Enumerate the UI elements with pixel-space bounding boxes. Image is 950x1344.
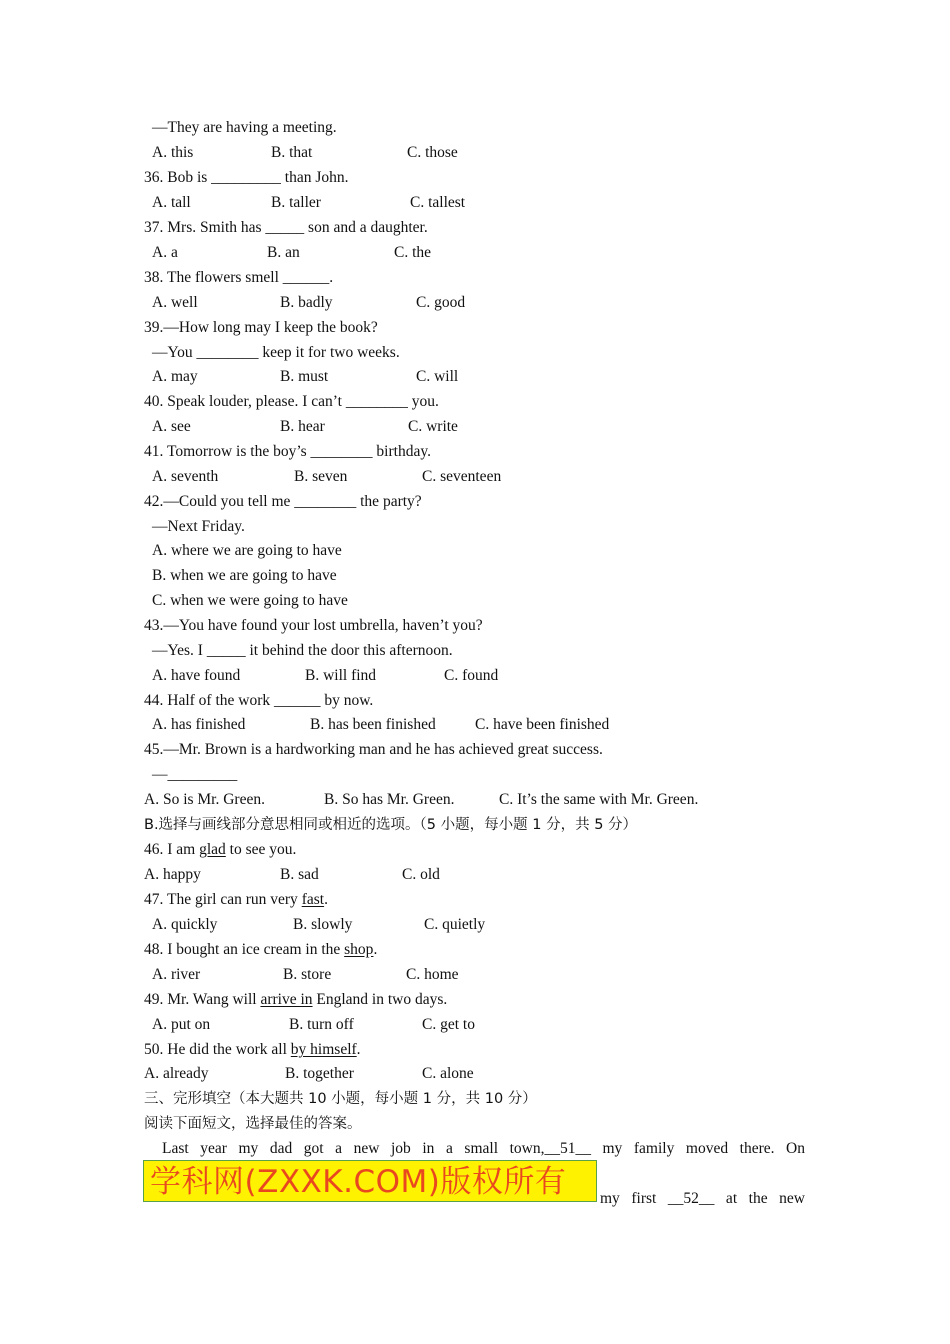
q42-option-b: B. when we are going to have xyxy=(152,567,337,584)
q42-option-a: A. where we are going to have xyxy=(152,542,342,559)
q50-option-b: B. together xyxy=(285,1065,354,1082)
section-b-heading: B.选择与画线部分意思相同或相近的选项。（5 小题，每小题 1 分，共 5 分） xyxy=(144,817,638,833)
q38-option-a: A. well xyxy=(152,294,198,311)
q39-answer-line: —You ________ keep it for two weeks. xyxy=(152,344,400,361)
q35-option-b: B. that xyxy=(271,144,313,161)
q47-underlined-word: fast xyxy=(301,891,325,908)
passage-line-2-tail: my first __52__ at the new xyxy=(600,1190,805,1207)
q45-answer-line: —_________ xyxy=(152,766,238,783)
q48-stem: 48. I bought an ice cream in the shop. xyxy=(144,941,378,958)
q48-option-a: A. river xyxy=(152,966,201,983)
q49-option-c: C. get to xyxy=(422,1016,475,1033)
q47-option-b: B. slowly xyxy=(293,916,353,933)
q43-option-b: B. will find xyxy=(305,667,377,684)
q49-underlined-phrase: arrive in xyxy=(260,991,313,1008)
q44-option-b: B. has been finished xyxy=(310,716,436,733)
q41-option-c: C. seventeen xyxy=(422,468,502,485)
q42-option-c: C. when we were going to have xyxy=(152,592,348,609)
q50-stem: 50. He did the work all by himself. xyxy=(144,1041,361,1058)
q46-underlined-word: glad xyxy=(199,841,226,858)
q36-option-b: B. taller xyxy=(271,194,321,211)
q50-option-a: A. already xyxy=(144,1065,209,1082)
q40-stem: 40. Speak louder, please. I can’t ________ you. xyxy=(144,393,439,410)
q40-option-a: A. see xyxy=(152,418,191,435)
q43-option-a: A. have found xyxy=(152,667,241,684)
q37-stem: 37. Mrs. Smith has _____ son and a daughter. xyxy=(144,219,428,236)
q38-option-c: C. good xyxy=(416,294,466,311)
q50-underlined-phrase: by himself xyxy=(290,1041,357,1058)
q36-option-c: C. tallest xyxy=(410,194,466,211)
q47-stem: 47. The girl can run very fast. xyxy=(144,891,328,908)
q46-option-a: A. happy xyxy=(144,866,201,883)
q41-option-b: B. seven xyxy=(294,468,348,485)
q37-option-a: A. a xyxy=(152,244,178,261)
q43-answer-line: —Yes. I _____ it behind the door this afternoon. xyxy=(152,642,453,659)
watermark-text: 学科网(ZXXK.COM)版权所有 xyxy=(150,1164,567,1200)
q46-option-c: C. old xyxy=(402,866,440,883)
q48-option-b: B. store xyxy=(283,966,332,983)
q49-stem: 49. Mr. Wang will arrive in England in two days. xyxy=(144,991,448,1008)
q36-stem: 36. Bob is _________ than John. xyxy=(144,169,349,186)
q37-option-b: B. an xyxy=(267,244,300,261)
q46-stem: 46. I am glad to see you. xyxy=(144,841,297,858)
q48-option-c: C. home xyxy=(406,966,459,983)
q38-stem: 38. The flowers smell ______. xyxy=(144,269,334,286)
q47-option-c: C. quietly xyxy=(424,916,486,933)
section-3-instruction: 阅读下面短文，选择最佳的答案。 xyxy=(144,1116,362,1132)
q45-option-b: B. So has Mr. Green. xyxy=(324,791,455,808)
section-3-heading: 三、完形填空（本大题共 10 小题，每小题 1 分，共 10 分） xyxy=(144,1091,537,1107)
q37-option-c: C. the xyxy=(394,244,432,261)
q49-option-a: A. put on xyxy=(152,1016,211,1033)
copyright-watermark-banner xyxy=(143,1160,597,1202)
q46-option-b: B. sad xyxy=(280,866,319,883)
q39-option-c: C. will xyxy=(416,368,459,385)
q50-option-c: C. alone xyxy=(422,1065,474,1082)
q44-stem: 44. Half of the work ______ by now. xyxy=(144,692,374,709)
q45-option-a: A. So is Mr. Green. xyxy=(144,791,265,808)
q44-option-a: A. has finished xyxy=(152,716,246,733)
q41-stem: 41. Tomorrow is the boy’s ________ birthday. xyxy=(144,443,431,460)
q35-option-a: A. this xyxy=(152,144,194,161)
q39-stem: 39.—How long may I keep the book? xyxy=(144,319,378,336)
q39-option-b: B. must xyxy=(280,368,329,385)
q39-option-a: A. may xyxy=(152,368,198,385)
q41-option-a: A. seventh xyxy=(152,468,219,485)
q48-underlined-word: shop xyxy=(344,941,374,958)
q35-option-c: C. those xyxy=(407,144,458,161)
q43-stem: 43.—You have found your lost umbrella, haven’t you? xyxy=(144,617,483,634)
q47-option-a: A. quickly xyxy=(152,916,218,933)
q38-option-b: B. badly xyxy=(280,294,333,311)
q40-option-c: C. write xyxy=(408,418,458,435)
q43-option-c: C. found xyxy=(444,667,499,684)
q36-option-a: A. tall xyxy=(152,194,191,211)
q35-answer-line: —They are having a meeting. xyxy=(152,119,337,136)
q42-stem: 42.—Could you tell me ________ the party? xyxy=(144,493,422,510)
q40-option-b: B. hear xyxy=(280,418,325,435)
passage-line-1: Last year my dad got a new job in a small town,__51__ my family moved there. On xyxy=(162,1140,805,1157)
q49-option-b: B. turn off xyxy=(289,1016,354,1033)
q45-stem: 45.—Mr. Brown is a hardworking man and he has achieved great success. xyxy=(144,741,603,758)
q42-answer-line: —Next Friday. xyxy=(152,518,245,535)
q45-option-c: C. It’s the same with Mr. Green. xyxy=(499,791,699,808)
q44-option-c: C. have been finished xyxy=(475,716,610,733)
